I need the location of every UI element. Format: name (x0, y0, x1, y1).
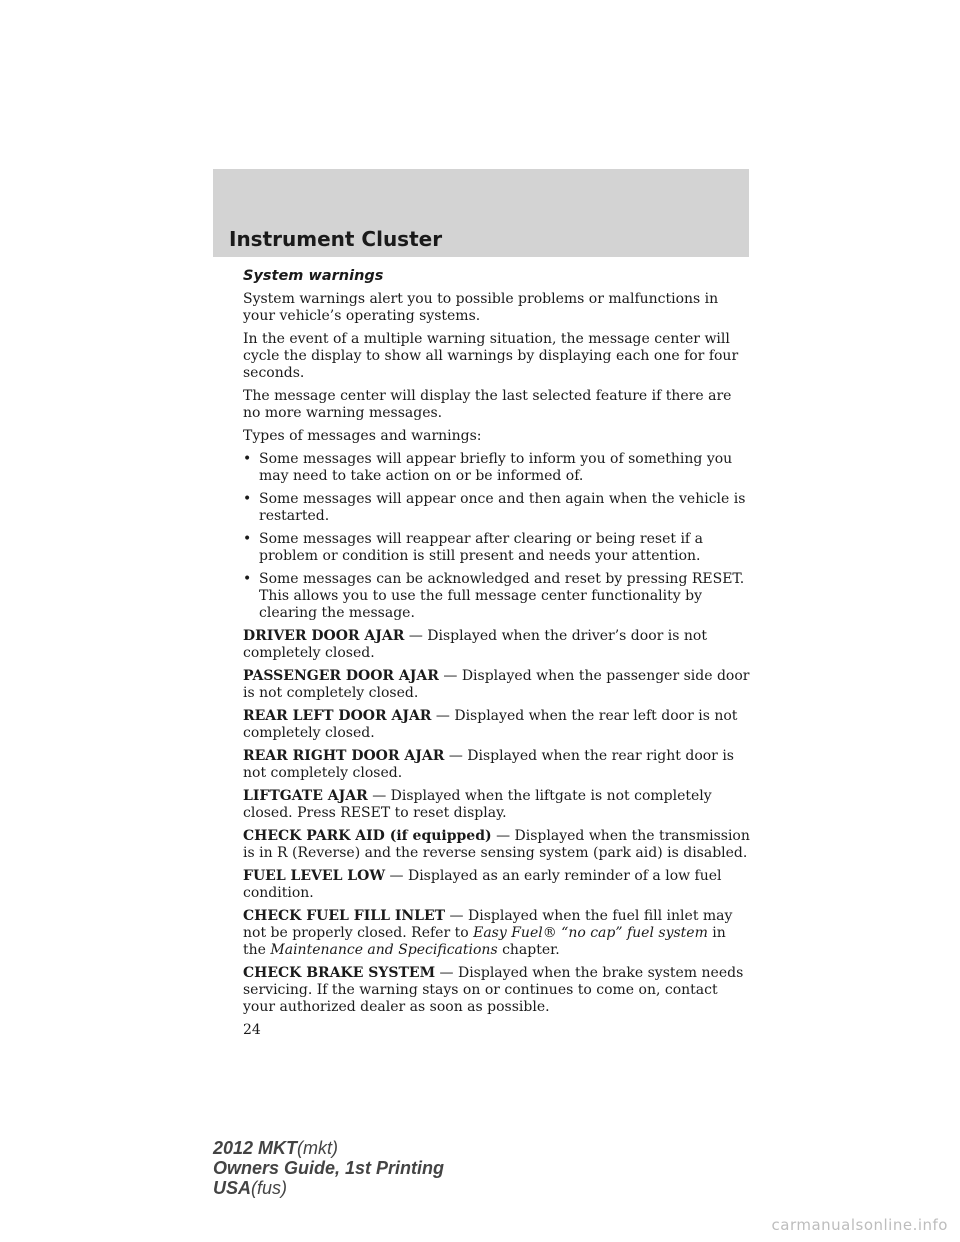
bullet-glyph: • (243, 571, 252, 587)
warning-term: REAR LEFT DOOR AJAR (243, 708, 432, 724)
warning-term: LIFTGATE AJAR (243, 788, 368, 804)
warning-term: CHECK BRAKE SYSTEM (243, 965, 436, 981)
warning-entry (243, 828, 753, 862)
warning-entry-brake (243, 965, 753, 1016)
warning-term: REAR RIGHT DOOR AJAR (243, 748, 445, 764)
warning-description: — Displayed as an early reminder of a low fuel condition. (243, 868, 722, 901)
cross-reference-maintenance: Maintenance and Specifications (270, 942, 498, 958)
paragraph: Types of messages and warnings: (243, 428, 482, 444)
warning-description: — Displayed when the rear right door is not completely closed. (243, 748, 734, 781)
footer-model-code: (mkt) (297, 1138, 339, 1158)
chapter-header-band (213, 169, 749, 257)
warning-description: — Displayed when the brake system needs servicing. If the warning stays on or continues to come on, contact your authorized dealer as soon as possible. (243, 965, 744, 1015)
footer-line-printing: Owners Guide, 1st Printing (213, 1158, 445, 1178)
section-title: System warnings (243, 268, 384, 284)
warning-description: chapter. (497, 942, 560, 958)
list-item-text: Some messages will appear once and then again when the vehicle is restarted. (259, 491, 746, 524)
warning-term: CHECK PARK AID (if equipped) (243, 828, 492, 844)
list-item (243, 571, 753, 622)
footer-market: USA (213, 1178, 252, 1198)
warning-entry (243, 628, 753, 662)
warning-term: FUEL LEVEL LOW (243, 868, 386, 884)
list-item-text: Some messages will reappear after clearing or being reset if a problem or condition is still present and needs your attention. (259, 531, 703, 564)
warning-description: — Displayed when the passenger side door is not completely closed. (243, 668, 750, 701)
warning-entry (243, 748, 753, 782)
footer-line-market (213, 1178, 444, 1198)
bullet-glyph: • (243, 491, 252, 507)
warning-description: — Displayed when the transmission is in R (Reverse) and the reverse sensing system (park aid) is disabled. (243, 828, 750, 861)
message-types-list (243, 451, 753, 622)
bullet-glyph: • (243, 451, 252, 467)
bullet-glyph: • (243, 531, 252, 547)
footer-market-code: (fus) (251, 1178, 288, 1198)
paragraph: System warnings alert you to possible problems or malfunctions in your vehicle’s operating systems. (243, 291, 719, 324)
list-item-text: Some messages can be acknowledged and reset by pressing RESET. This allows you to use the full message center functionality by clearing the message. (259, 571, 745, 621)
footer-info (213, 1138, 444, 1198)
warning-description: — Displayed when the liftgate is not completely closed. Press RESET to reset display. (243, 788, 712, 821)
list-item (243, 451, 753, 485)
page-number: 24 (243, 1022, 261, 1038)
cross-reference-easy-fuel: Easy Fuel® “no cap” fuel system (473, 925, 708, 941)
warning-description: in the (243, 925, 726, 958)
list-item-text: Some messages will appear briefly to inform you of something you may need to take action on or be informed of. (259, 451, 733, 484)
warning-description: — Displayed when the driver’s door is not completely closed. (243, 628, 707, 661)
warning-term: CHECK FUEL FILL INLET (243, 908, 446, 924)
list-item (243, 491, 753, 525)
paragraph: In the event of a multiple warning situation, the message center will cycle the display to show all warnings by displaying each one for four seconds. (243, 331, 739, 381)
list-item (243, 531, 753, 565)
warning-entry (243, 788, 753, 822)
warning-entry-fuel-fill (243, 908, 753, 959)
page-content (243, 268, 753, 1039)
warning-entry (243, 668, 753, 702)
warning-term: DRIVER DOOR AJAR (243, 628, 405, 644)
warning-description: — Displayed when the fuel fill inlet may not be properly closed. Refer to (243, 908, 733, 941)
paragraph: The message center will display the last selected feature if there are no more warning messages. (243, 388, 732, 421)
warning-term: PASSENGER DOOR AJAR (243, 668, 439, 684)
footer-line-model (213, 1138, 444, 1158)
warning-entry (243, 868, 753, 902)
watermark-text: carmanualsonline.info (771, 1216, 948, 1234)
warning-entry (243, 708, 753, 742)
warning-description: — Displayed when the rear left door is not completely closed. (243, 708, 738, 741)
footer-model: 2012 MKT (213, 1138, 298, 1158)
chapter-title: Instrument Cluster (229, 227, 443, 251)
